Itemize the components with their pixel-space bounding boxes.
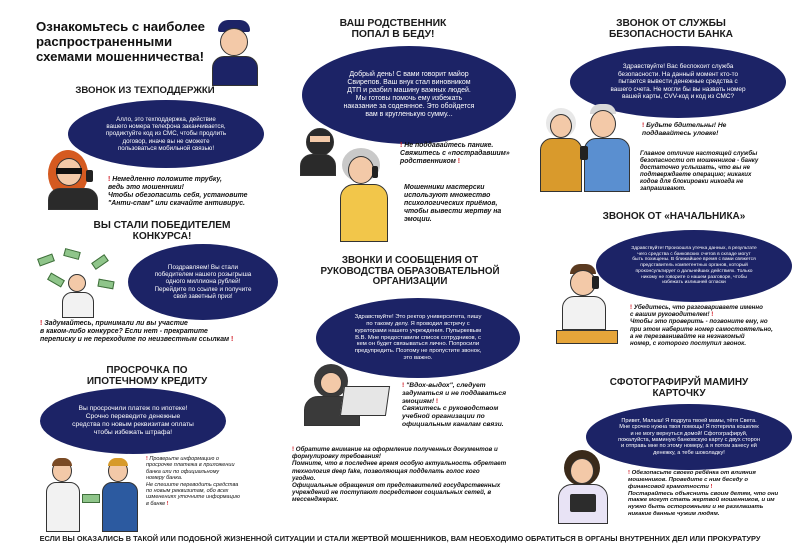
boss-note — [630, 304, 792, 347]
bubble-line: проконсультирует о дальнейших действиях. Только — [635, 268, 753, 274]
tech-support-note — [108, 176, 288, 208]
bubble-line: Свирепов. Ваш внук стал виновником — [347, 78, 471, 86]
winner-note-line-1: ! Задумайтесь, принимали ли вы участие — [40, 320, 188, 327]
intro-line-2: распространенными — [36, 33, 173, 49]
warning-mark-icon: ! — [40, 320, 45, 327]
tech-support-note-line-3: Чтобы обезопасить себя, установите — [108, 192, 248, 199]
bank-security-note-2-line-6: запрашивают. — [640, 185, 686, 193]
bubble-line: избежать излишней огласки — [662, 280, 726, 286]
relative-title — [318, 18, 468, 40]
warning-mark-icon: ! — [146, 456, 150, 462]
university-note-2-line-5: угодно. — [292, 474, 316, 482]
bubble-line: кем он будет связываться лично. Попросили — [356, 341, 480, 348]
bubble-line: вашего номера телефона заканчивается, — [106, 123, 226, 131]
university-note-2-line-4: технология deep fake, позволяющая подделать голос кого — [292, 467, 480, 475]
relative-note-2-line-3: психологических приёмов, — [404, 200, 498, 207]
bank-security-title-line-1: ЗВОНОК ОТ СЛУЖБЫ — [616, 18, 726, 29]
winner-note-line-2: в каком-либо конкурсе? Если нет - прекратите — [40, 328, 208, 335]
winner-title-line-2: КОНКУРСА! — [132, 231, 192, 243]
bubble-line: победителем нашего розыгрыша — [154, 271, 252, 279]
bank-security-note-2-line-4: подтверждаете операцию; никаких — [640, 171, 752, 179]
boss-on-phone-illustration — [552, 262, 628, 348]
bubble-line: по такому делу. Я проводил встречу с — [366, 320, 470, 327]
university-note-2-line-8: мессенджерах. — [292, 496, 339, 504]
mom-card-title — [584, 378, 774, 400]
bubble-line: вашей карты, CVV-код и код из СМС? — [621, 93, 735, 101]
bubble-line: Привет, Малыш! Я подруга твоей мамы, тётя Света. — [621, 417, 757, 424]
bubble-line: Алло, это техподдержка, действие — [116, 116, 216, 124]
boss-note-line-1: ! Убедитесь, что разговариваете именно — [630, 304, 763, 311]
boss-note-line-2: с вашим руководителем! ! — [630, 311, 714, 319]
intro-line-3: схемами мошенничества! — [36, 48, 205, 64]
university-note-2-line-3: Помните, что в последнее время особую актуальность обретает — [292, 460, 507, 468]
university-note-2-line-1: ! Обратите внимание на оформление полученных документов и — [292, 446, 498, 453]
mom-card-note-line-7: никакие данные чужим людям. — [628, 511, 720, 518]
mortgage-title-line-2: ИПОТЕЧНОМУ КРЕДИТУ — [86, 375, 208, 387]
relative-note-2-line-1: Мошенники мастерски — [404, 184, 485, 191]
university-title-line-3: ОРГАНИЗАЦИИ — [372, 276, 448, 288]
winner-note — [40, 320, 290, 344]
bubble-line: ДТП и разбил машину важных людей. — [347, 86, 471, 94]
bubble-line: Здравствуйте! Вас беспокоит служба — [622, 63, 734, 71]
bubble-line: Мы готовы помочь ему избежать — [355, 95, 463, 102]
mom-card-title-line-2: КАРТОЧКУ — [652, 387, 706, 399]
bubble-line: Здравствуйте! Это ректор университета, пишу — [354, 314, 482, 321]
bank-security-note-2 — [640, 150, 782, 192]
bank-security-note-2-line-1: Главное отличие настоящей службы — [640, 150, 758, 157]
relative-note-2 — [404, 184, 530, 224]
warning-mark-icon: ! — [708, 483, 713, 490]
elderly-couple-illustration — [540, 100, 632, 192]
bubble-line: продиктуйте код из СМС, чтобы продлить — [105, 130, 227, 138]
university-note-2-line-6: Официальные обращения от представителей государственных — [292, 481, 501, 489]
bubble-line: наказание за содеянное. Это обойдется — [343, 103, 475, 111]
bank-security-note-2-line-5: кодов для блокировки никогда не — [640, 178, 744, 186]
bubble-line: безопасности. На данный момент кто-то — [617, 70, 739, 78]
intro-heading — [36, 20, 236, 64]
bubble-line: и отправь мне по этому номеру, а я потом занесу ей — [621, 443, 757, 450]
bubble-line: средства по новым реквизитам оплаты — [72, 421, 194, 428]
mom-card-note-line-2: мошенников. Проведите с ним беседу о — [628, 476, 748, 483]
bubble-line: никому не говорите о нашем разговоре, чтобы — [641, 274, 747, 280]
bubble-line: пытается вывести денежные средства с — [618, 78, 738, 86]
mortgage-note-line-8: в банке ! — [146, 500, 169, 507]
tech-support-note-line-2: ведь это мошенники! — [108, 184, 184, 191]
intro-line-1: Ознакомьтесь с наиболее — [36, 19, 205, 34]
bubble-line: Срочно переведите денежные — [85, 413, 181, 421]
bubble-line: Вы просрочили платеж по ипотеке! — [78, 405, 188, 413]
warning-mark-icon: ! — [292, 446, 296, 453]
warning-mark-icon: ! — [455, 158, 461, 165]
bubble-line: чего средства с банковских счетов в складе могут — [637, 251, 751, 257]
boss-note-line-5: а не перезванивайте на незнакомый — [630, 332, 745, 340]
bubble-line: одного миллиона рублей! — [165, 278, 241, 286]
bubble-line: представитель компетентных органов, который — [640, 263, 748, 269]
warning-mark-icon: ! — [434, 397, 439, 405]
mom-card-note-line-1: ! Обезопасьте своего ребёнка от влияния — [628, 470, 756, 476]
money-bill-icon — [97, 279, 114, 290]
mom-card-title-line-1: СФОТОГРАФИРУЙ МАМИНУ — [609, 377, 749, 388]
money-bill-icon — [82, 494, 100, 503]
bubble-line: пользоваться мобильной связью! — [117, 144, 215, 152]
money-rain-illustration — [34, 248, 120, 320]
mortgage-note-line-1: ! Проверьте информацию о — [146, 456, 219, 462]
winner-bubble — [128, 244, 278, 320]
bubble-line: В.В. Мне предоставили список сотрудников, с — [355, 334, 481, 341]
bubble-line: кураторами нашего учреждения. Пупыркевым — [354, 327, 482, 334]
mortgage-note-line-4: номеру банка. — [146, 475, 183, 482]
warning-mark-icon: ! — [630, 304, 634, 311]
university-title-line-1: ЗВОНКИ И СООБЩЕНИЯ ОТ — [341, 255, 479, 266]
tech-support-note-line-4: "Анти-спам" или скачайте антивирус. — [108, 200, 245, 207]
mortgage-bubble — [40, 388, 226, 454]
boss-note-line-4: при этом наберите номер самостоятельно, — [630, 325, 773, 333]
university-note-1-line-6: официальным каналам связи. — [402, 420, 504, 428]
bubble-line: свой заветный приз! — [173, 292, 233, 300]
mortgage-note-line-2: просрочке платежа в приложении — [146, 462, 235, 469]
bubble-line: Перейдите по ссылке и получите — [154, 285, 252, 293]
footer-notice: ЕСЛИ ВЫ ОКАЗАЛИСЬ В ТАКОЙ ИЛИ ПОДОБНОЙ ЖИЗНЕННОЙ СИТУАЦИИ И СТАЛИ ЖЕРТВОЙ МОШЕННИКОВ, ВАМ НЕОБХОДИМО ОБРАТИТЬСЯ В ОРГАНЫ ВНУТРЕННИХ ДЕЛ ИЛИ ПРОКУРАТУРУ — [39, 534, 761, 543]
mortgage-note-line-6: по новым реквизитам, обо всех — [146, 487, 229, 494]
university-note-1-line-3: эмоциям! ! — [402, 397, 439, 405]
mortgage-note — [146, 456, 296, 507]
mortgage-note-line-5: Не спешите переводить средства — [146, 481, 239, 488]
mom-card-note-line-6: нужно быть осторожными и не разглашать — [628, 504, 764, 511]
mortgage-note-line-7: изменениях уточните информацию — [146, 494, 240, 501]
masked-woman-illustration — [44, 148, 106, 210]
bank-security-note-1-line-1: ! Будьте бдительны! Не — [642, 122, 727, 129]
bank-security-note-1-line-2: поддавайтесь уловке! — [642, 129, 719, 137]
mortgage-note-line-3: банка или по официальному — [146, 468, 220, 475]
relative-note-1 — [400, 142, 530, 166]
money-bill-icon — [37, 254, 55, 267]
bubble-line: пожалуйста, маминую банковскую карту с двух сторон — [618, 437, 760, 443]
thief-and-grandma-illustration — [300, 122, 396, 242]
mortgage-title-line-1: ПРОСРОЧКА ПО — [106, 365, 188, 376]
boss-note-line-3: Чтобы это проверить - позвоните ему, но — [630, 318, 768, 326]
bank-security-note-1 — [642, 122, 772, 138]
relative-note-2-line-4: чтобы вывести жертву на — [404, 208, 502, 215]
bubble-line: чтобы избежать штрафа! — [93, 428, 173, 436]
boss-title: ЗВОНОК ОТ «НАЧАЛЬНИКА» — [602, 211, 746, 222]
university-note-2 — [292, 446, 542, 504]
bank-security-title — [586, 18, 756, 40]
bubble-line: Мне срочно нужна твоя помощь! Я потеряла кошелек — [619, 424, 759, 431]
bubble-line: Здравствуйте! Произошла утечка данных, в результате — [631, 246, 757, 252]
bubble-line: предупредить. Поэтому не пропустите звонок, — [354, 348, 482, 355]
university-note-1-line-2: задуматься и не поддаваться — [402, 389, 507, 397]
bubble-line: вам в кругленькую сумму... — [365, 111, 453, 119]
relative-title-line-2: ПОПАЛ В БЕДУ! — [351, 29, 435, 41]
warning-mark-icon: ! — [229, 336, 234, 343]
money-bill-icon — [47, 273, 65, 288]
mom-card-note-line-3: финансовой грамотности ! — [628, 483, 713, 490]
two-men-money-illustration — [46, 456, 142, 532]
money-bill-icon — [63, 248, 81, 260]
bubble-line: это важно. — [403, 355, 433, 362]
warning-mark-icon: ! — [709, 311, 714, 319]
hacker-laptop-illustration — [294, 362, 392, 428]
warning-mark-icon: ! — [628, 470, 632, 476]
boy-in-cap-illustration — [210, 18, 264, 86]
university-title — [290, 256, 530, 288]
university-note-1-line-1: ! "Вдох-выдох", следует — [402, 382, 486, 389]
bubble-line: договор, иначе вы не сможете — [122, 137, 210, 145]
kid-with-tablet-illustration — [550, 448, 626, 532]
bank-security-note-2-line-3: достаточно услышать, что вы не — [640, 164, 751, 172]
warning-mark-icon: ! — [400, 142, 405, 149]
boss-note-line-6: номер, с которого поступил звонок. — [630, 339, 747, 347]
tech-support-note-line-1: ! Немедленно положите трубку, — [108, 176, 222, 183]
university-note-2-line-2: формулировку требования! — [292, 453, 381, 461]
university-title-line-2: РУКОВОДСТВА ОБРАЗОВАТЕЛЬНОЙ — [320, 265, 500, 277]
tech-support-title: ЗВОНОК ИЗ ТЕХПОДДЕРЖКИ — [75, 85, 215, 96]
mortgage-title — [62, 366, 232, 388]
university-note-1-line-5: учебной организации по — [402, 413, 485, 421]
money-bill-icon — [91, 254, 109, 270]
bank-security-title-line-2: БЕЗОПАСНОСТИ БАНКА — [608, 29, 734, 41]
bubble-line: быть похищены. В ближайшее время с вами свяжется — [632, 257, 756, 263]
warning-mark-icon: ! — [402, 382, 407, 389]
mom-card-note-line-5: также могут стать жертвой мошенников, и им — [628, 497, 775, 504]
relative-note-1-line-2: Свяжитесь с «пострадавшим» — [400, 150, 510, 157]
bubble-line: и не могу вернуться домой! Сфотографируй, — [630, 430, 748, 437]
bubble-line: вашего счета. Не могли бы вы назвать номер — [610, 85, 746, 93]
university-note-1 — [402, 382, 532, 429]
mom-card-note — [628, 470, 792, 518]
warning-mark-icon: ! — [165, 500, 169, 507]
relative-note-2-line-2: используют множество — [404, 192, 491, 199]
university-note-2-line-7: учреждений не поступают посредством социальных сетей, в — [292, 489, 492, 497]
bubble-line: Добрый день! С вами говорит майор — [349, 70, 469, 78]
relative-note-2-line-5: эмоции. — [404, 216, 432, 223]
bubble-line: денежку, а тебе шоколадку! — [653, 449, 725, 456]
winner-title-line-1: ВЫ СТАЛИ ПОБЕДИТЕЛЕМ — [93, 220, 231, 231]
mom-card-note-line-4: Постарайтесь объяснить своим детям, что они — [628, 490, 779, 497]
warning-mark-icon: ! — [108, 176, 113, 183]
warning-mark-icon: ! — [642, 122, 647, 129]
bank-security-note-2-line-2: безопасности от мошенников - банку — [640, 157, 759, 165]
university-note-1-line-4: Свяжитесь с руководством — [402, 405, 499, 413]
bubble-line: Поздравляем! Вы стали — [167, 263, 239, 271]
relative-note-1-line-1: ! Не поддавайтесь панике. — [400, 142, 494, 149]
relative-title-line-1: ВАШ РОДСТВЕННИК — [339, 18, 447, 29]
relative-note-1-line-3: родственником ! — [400, 158, 461, 165]
winner-note-line-3: переписку и не переходите по неизвестным ссылкам ! — [40, 336, 234, 343]
winner-title — [62, 220, 262, 242]
